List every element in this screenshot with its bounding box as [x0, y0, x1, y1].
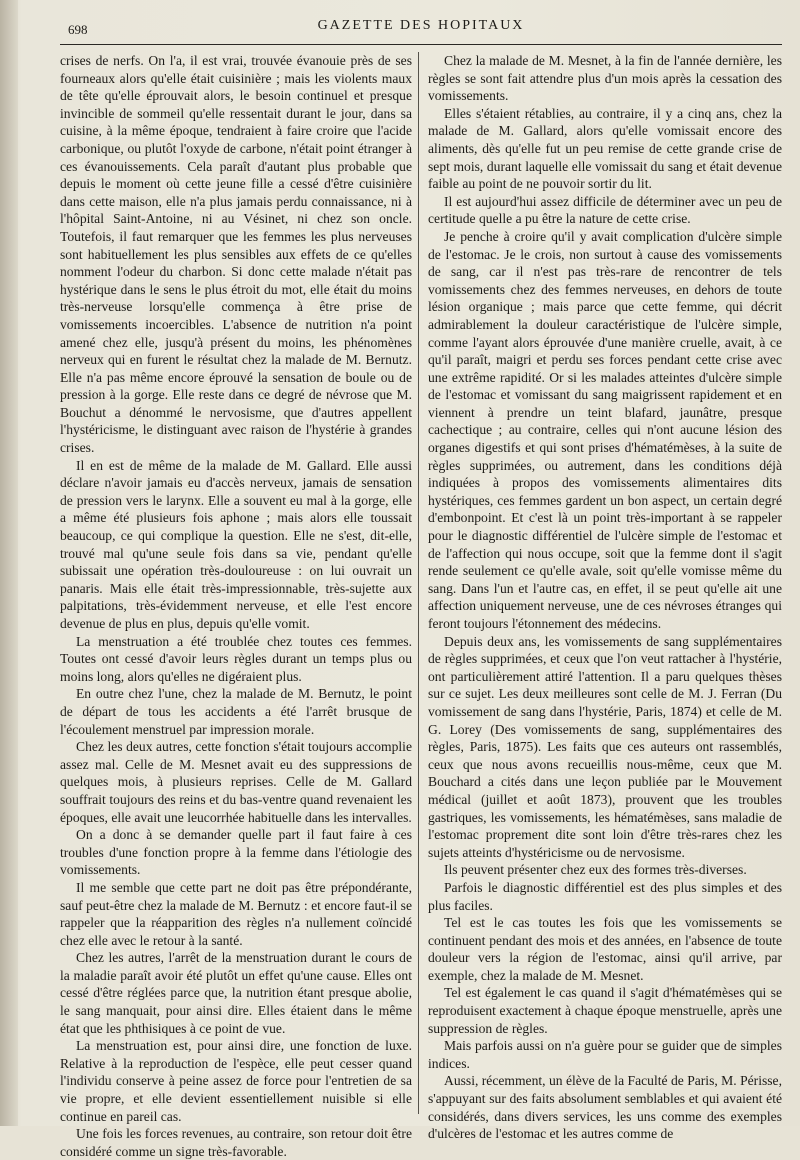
paragraph: Tel est le cas toutes les fois que les vomissements se continuent pendant des mois et des années, en l'absence de toute douleur vers la région de l'estomac, ainsi qu'il arrive, par exemple, chez la malade de M. Mesnet.: [428, 915, 782, 983]
paragraph: En outre chez l'une, chez la malade de M. Bernutz, le point de départ de tous les accidents a été l'arrêt brusque de l'écoulement menstruel par impression morale.: [60, 686, 412, 737]
column-divider: [418, 52, 419, 1114]
paragraph: Il en est de même de la malade de M. Gallard. Elle aussi déclare n'avoir jamais eu d'accès nerveux, jamais de sensation de pression vers le larynx. Elle a souvent eu mal à la gorge, elle a même été plusieurs fois aphone ; mais alors elle toussait beaucoup, ce qui complique la question. Elle ne s'est, dit-elle, trouvé mal qu'une seule fois dans sa vie, pendant qu'elle subissait une opération très-douloureuse : on lui ouvrait un panaris. Mais elle était très-impressionnable, très-sujette aux palpitations, très-évidemment nerveuse, et elle l'est encore devenue de plus en plus, depuis qu'elle vomit.: [60, 457, 412, 631]
paragraph: Elles s'étaient rétablies, au contraire, il y a cinq ans, chez la malade de M. Gallard, alors qu'elle vomissait encore des aliments, dès qu'elle fut un peu remise de cette grande crise de sept mois, durant laquelle elle vomissait du sang et était devenue faible au point de ne pouvoir sortir du lit.: [428, 105, 782, 192]
paragraph: Je penche à croire qu'il y avait complication d'ulcère simple de l'estomac. Je le crois, non surtout à cause des vomissements de sang, car il n'est pas très-rare de rencontrer de tels vomissements chez des femmes nerveuses, en dehors de toute lésion organique ; mais parce que cette femme, qui décrit admirablement la douleur caractéristique de l'ulcère simple, comme l'ayant alors éprouvée d'une manière cruelle, avait, à ce qu'il paraît, maigri et perdu ses forces pendant cette crise avec une extrême rapidité. Or si les malades atteintes d'ulcère simple de l'estomac et vomissant du sang maigrissent rapidement et en viennent à prendre un teint blafard, jaunâtre, presque cachectique ; au contraire, celles qui n'ont aucune lésion des organes digestifs et qui sont prises d'hématémèses, à la suite de règles supprimées, ou autrement, dans les conditions déjà indiquées à propos des vomissements alimentaires dits hystériques, ces femmes gardent un bon aspect, un certain degré d'embonpoint. Et c'est là un point très-important à se rappeler pour le diagnostic différentiel de l'ulcère simple de l'estomac et de l'affection qui nous occupe, soit que la femme dont il s'agit rende seulement ce qu'elle avale, soit qu'elle vomisse même du sang. Dans l'un et l'autre cas, en effet, il se peut qu'elle ait une affection uniquement nerveuse, une de ces névroses étranges qui feront toujours l'étonnement des médecins.: [428, 228, 782, 631]
paragraph: Tel est également le cas quand il s'agit d'hématémèses qui se reproduisent exactement à chaque époque menstruelle, après une suppression de règles.: [428, 985, 782, 1036]
page-number: 698: [68, 22, 88, 37]
paragraph: Ils peuvent présenter chez eux des formes très-diverses.: [444, 862, 747, 878]
paragraph: On a donc à se demander quelle part il faut faire à ces troubles d'une fonction propre à la femme dans l'étiologie des vomissements.: [60, 827, 412, 878]
page-header: [60, 14, 782, 44]
paragraph: Chez les deux autres, cette fonction s'était toujours accomplie assez mal. Celle de M. Mesnet avait eu des suppressions de quelques mois, à plusieurs reprises. Celle de M. Gallard souffrait toujours des reins et du bas-ventre quand revenaient les époques, elle avait une leucorrhée habituelle dans les intervalles.: [60, 739, 412, 825]
paragraph: Une fois les forces revenues, au contraire, son retour doit être considéré comme un signe très-favorable.: [60, 1126, 412, 1159]
paragraph: La menstruation est, pour ainsi dire, une fonction de luxe. Relative à la reproduction de l'espèce, elle peut cesser quand l'individu conserve à peine assez de force pour l'entretien de sa vie propre, et elle devient essentiellement nuisible si elle continue en pareil cas.: [60, 1038, 412, 1124]
paragraph: Chez les autres, l'arrêt de la menstruation durant le cours de la maladie paraît avoir été plutôt un effet qu'une cause. Elles ont cessé d'être réglées parce que, la nutrition étant presque abolie, le sang manquait, pour ainsi dire. Elles étaient dans le même état que les phthisiques à ce point de vue.: [60, 950, 412, 1036]
paragraph: Il est aujourd'hui assez difficile de déterminer avec un peu de certitude quelle a pu être la nature de cette crise.: [428, 193, 782, 227]
left-column: [60, 52, 412, 1159]
paragraph: Chez la malade de M. Mesnet, à la fin de l'année dernière, les règles se sont fait attendre plus d'un mois après la cessation des vomissements.: [428, 53, 782, 104]
header-rule: [60, 44, 782, 45]
paragraph: Aussi, récemment, un élève de la Faculté de Paris, M. Périsse, s'appuyant sur des faits absolument semblables et qui avaient été considérés, dans divers services, les uns comme des exemples d'ulcères de l'estomac et les autres comme de: [428, 1073, 782, 1142]
binding-edge: [0, 0, 18, 1126]
right-column: [428, 52, 782, 1142]
paragraph: Mais parfois aussi on n'a guère pour se guider que de simples indices.: [428, 1038, 782, 1071]
running-title: GAZETTE DES HOPITAUX: [317, 18, 525, 33]
paragraph: La menstruation a été troublée chez toutes ces femmes. Toutes ont cessé d'avoir leurs règles durant un temps plus ou moins long, alors qu'elles ne digéraient plus.: [60, 633, 412, 684]
paragraph: crises de nerfs. On l'a, il est vrai, trouvée évanouie près de ses fourneaux alors qu'elle était cuisinière ; mais les violents maux de tête qu'elle éprouvait alors, le besoin continuel et presque invincible de sommeil qu'elle ressentait durant le jour, dans sa cuisine, à la même époque, tendraient à faire croire que l'acide carbonique, ou plutôt l'oxyde de carbone, n'était point étranger à ces évanouissements. Cela paraît d'autant plus probable que depuis le moment où cette jeune fille a cessé d'être cuisinière dans cette maison, elle n'a plus jamais perdu connaissance, ni à l'hôpital Saint-Antoine, ni au Vésinet, ni chez son oncle. Toutefois, il faut remarquer que les femmes les plus nerveuses sont habituellement les plus sensibles aux effets de ce qu'elles nomment l'odeur du charbon. Si donc cette malade n'était pas hystérique dans le sens le plus étroit du mot, elle était du moins très-nerveuse lorsqu'elle commença à être prise de vomissements incoercibles. L'absence de nutrition n'a point amené chez elle, jusqu'à présent du moins, les phénomènes nerveux qui en furent le résultat chez la malade de M. Bernutz. Elle n'a pas même encore éprouvé la sensation de boule ou de pression à la gorge. Elle reste dans ce degré de névrose que M. Bouchut a dénommé le nervosisme, que d'autres appellent l'hystéricisme, le distinguant avec raison de l'hystérie à grandes crises.: [60, 53, 412, 456]
paragraph: Il me semble que cette part ne doit pas être prépondérante, sauf peut-être chez la malade de M. Bernutz : et encore faut-il se rappeler que la réapparition des règles n'a nullement coïncidé chez elle avec le retour à la santé.: [60, 879, 412, 948]
paragraph: Parfois le diagnostic différentiel est des plus simples et des plus faciles.: [428, 879, 782, 913]
paragraph: Depuis deux ans, les vomissements de sang supplémentaires de règles supprimées, et ceux que l'on veut rattacher à l'hystérie, ont particulièrement attiré l'attention. Il a paru quelques thèses sur ce sujet. Les deux meilleures sont celle de M. J. Ferran (Du vomissement de sang dans l'hystérie, Paris, 1874) et celle de M. G. Lorey (Des vomissements de sang, supplémentaires des règles, Paris, 1875). Les faits que ces auteurs ont rassemblés, ceux que nous avons recueillis nous-même, ceux que M. Bouchard a cités dans une leçon publiée par le Mouvement médical (juillet et août 1873), prouvent que les troubles gastriques, les vomissements, les hématémèses, sans maladie de l'estomac proprement dite sont loin d'être très-rares chez les sujets atteints d'hystéricisme ou de nervosisme.: [428, 633, 782, 860]
